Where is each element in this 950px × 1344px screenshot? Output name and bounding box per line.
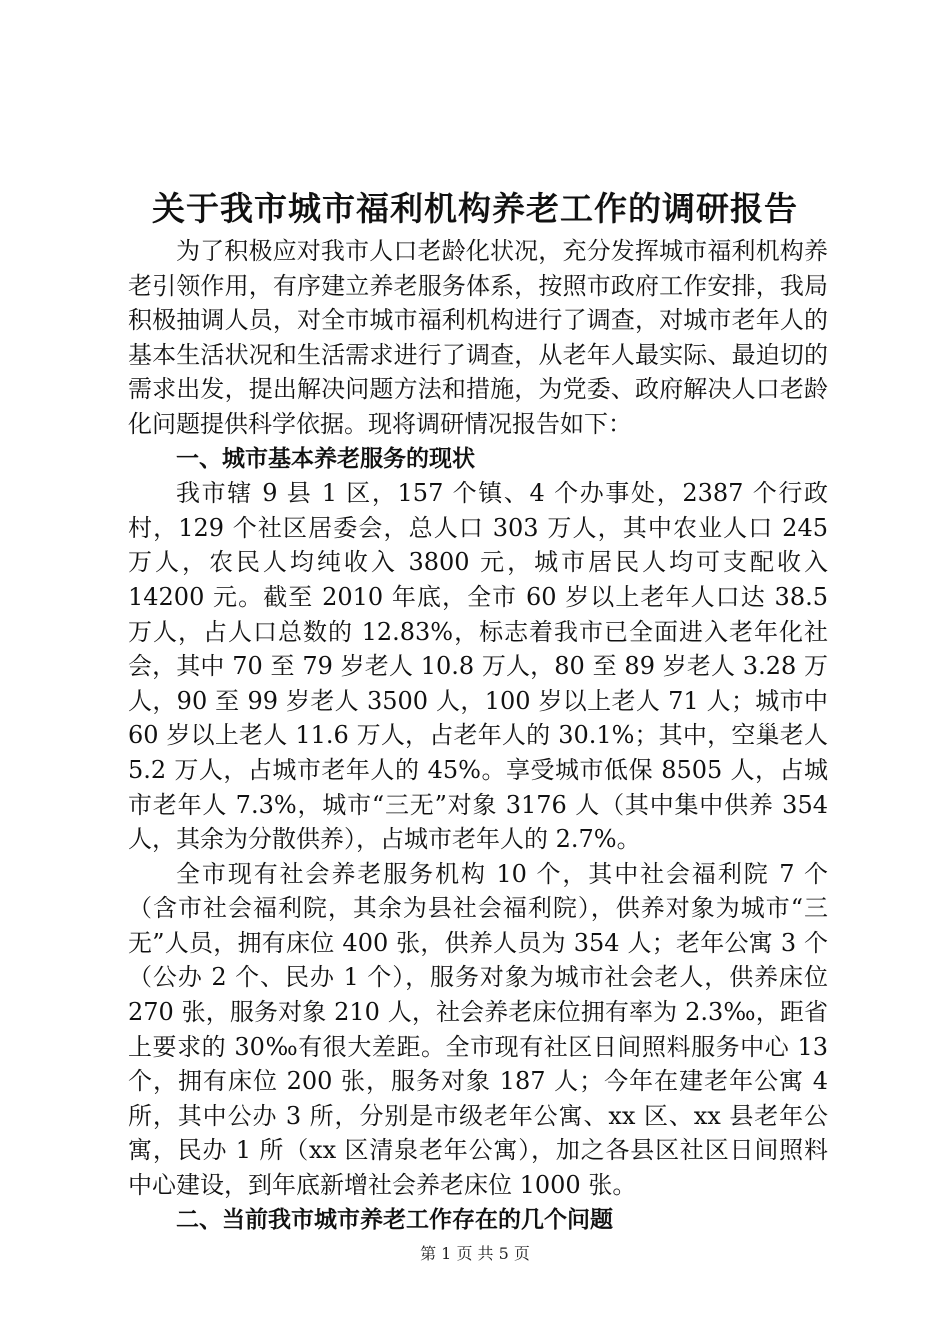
page-footer: 第 1 页 共 5 页 <box>420 1244 530 1263</box>
intro-paragraph: 为了积极应对我市人口老龄化状况，充分发挥城市福利机构养老引领作用，有序建立养老服务体系，按照市政府工作安排，我局积极抽调人员，对全市城市福利机构进行了调查，对城市老年人的基本生活状况和生活需求进行了调查，从老年人最实际、最迫切的需求出发，提出解决问题方法和措施，为党委、政府解决人口老龄化问题提供科学依据。现将调研情况报告如下： <box>128 237 828 438</box>
document-body <box>128 234 828 1237</box>
section-2-heading: 二、当前我市城市养老工作存在的几个问题 <box>176 1206 613 1233</box>
section-1-paragraph-1: 我市辖 9 县 1 区，157 个镇、4 个办事处，2387 个行政村，129 个社区居委会，总人口 303 万人，其中农业人口 245 万人，农民人均纯收入 3800 元，城市居民人均可支配收入 14200 元。截至 2010 年底，全市 60 岁以上老年人口达 38.5 万人，占人口总数的 12.83%，标志着我市已全面进入老年化社会，其中 70 至 79 岁老人 10.8 万人，80 至 89 岁老人 3.28 万人，90 至 99 岁老人 3500 人，100 岁以上老人 71 人；城市中 60 岁以上老人 11.6 万人，占老年人的 30.1%；其中，空巢老人 5.2 万人，占城市老年人的 45%。享受城市低保 8505 人，占城市老年人 7.3%，城市“三无”对象 3176 人（其中集中供养 354 人，其余为分散供养），占城市老年人的 2.7%。 <box>128 479 828 854</box>
document-title: 关于我市城市福利机构养老工作的调研报告 <box>152 189 798 228</box>
section-1-heading: 一、城市基本养老服务的现状 <box>176 445 475 472</box>
section-1-paragraph-2: 全市现有社会养老服务机构 10 个，其中社会福利院 7 个（含市社会福利院，其余为县社会福利院），供养对象为城市“三无”人员，拥有床位 400 张，供养人员为 354 人；老年公寓 3 个（公办 2 个、民办 1 个），服务对象为城市社会老人，供养床位 270 张，服务对象 210 人，社会养老床位拥有率为 2.3‰，距省上要求的 30‰有很大差距。全市现有社区日间照料服务中心 13 个，拥有床位 200 张，服务对象 187 人；今年在建老年公寓 4 所，其中公办 3 所，分别是市级老年公寓、xx 区、xx 县老年公寓，民办 1 所（xx 区清泉老年公寓），加之各县区社区日间照料中心建设，到年底新增社会养老床位 1000 张。 <box>128 859 828 1200</box>
